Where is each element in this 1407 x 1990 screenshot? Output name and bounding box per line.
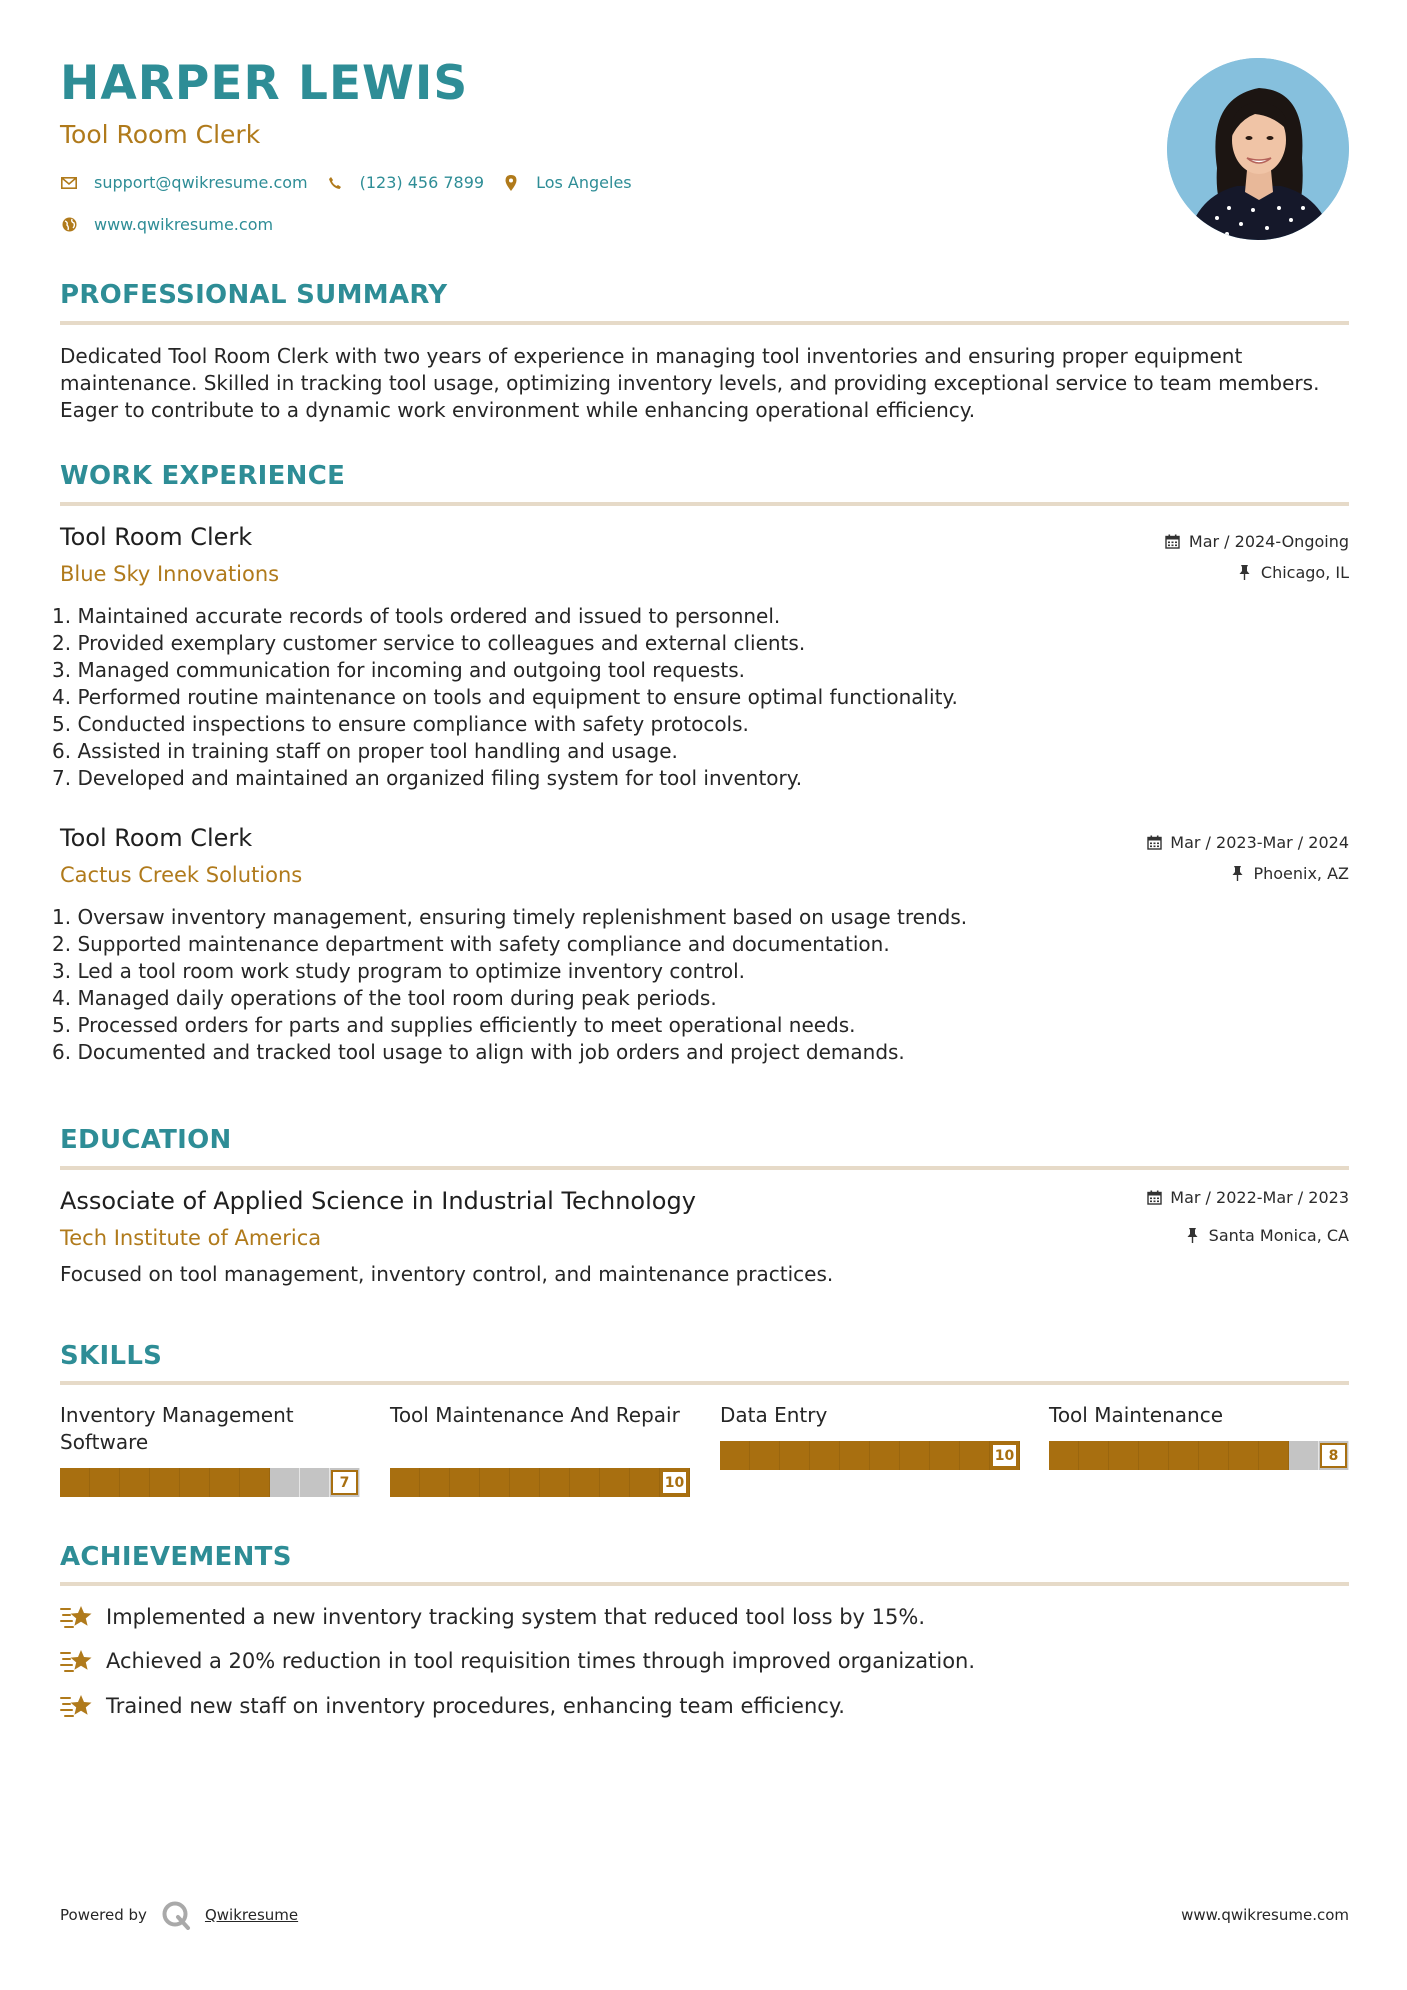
skill-segment — [600, 1468, 630, 1497]
skill-name: Inventory Management Software — [60, 1403, 294, 1454]
list-item: 7. Developed and maintained an organized filing system for tool inventory. — [52, 766, 803, 790]
skill-segment — [270, 1468, 300, 1497]
achievement-text: Implemented a new inventory tracking system that reduced tool loss by 15%. — [106, 1605, 925, 1629]
skill-segment — [750, 1441, 780, 1470]
company-name: Cactus Creek Solutions — [60, 863, 303, 887]
achievement-item — [60, 1647, 975, 1675]
skill-segment — [1079, 1441, 1109, 1470]
skill-segment — [1289, 1441, 1319, 1470]
phone-icon — [326, 174, 344, 192]
skill-segment — [300, 1468, 330, 1497]
list-item: 5. Processed orders for parts and supplies efficiently to meet operational needs. — [52, 1013, 856, 1037]
job-location-text: Chicago, IL — [1260, 563, 1349, 582]
powered-by-label: Powered by — [60, 1906, 147, 1924]
achievement-item — [60, 1692, 845, 1720]
skill-segment — [840, 1441, 870, 1470]
skill-item — [720, 1402, 1020, 1464]
job-bullet-list — [52, 603, 1332, 792]
skill-segment — [120, 1468, 150, 1497]
skill-segment — [240, 1468, 270, 1497]
website-link[interactable]: www.qwikresume.com — [94, 215, 274, 234]
map-pin-icon — [502, 174, 520, 192]
skill-segment — [930, 1441, 960, 1470]
job-location — [1237, 563, 1349, 582]
list-item: 3. Managed communication for incoming and outgoing tool requests. — [52, 658, 746, 682]
education-location — [1185, 1226, 1349, 1245]
envelope-icon — [60, 174, 78, 192]
school-name: Tech Institute of America — [60, 1226, 322, 1250]
education-heading: EDUCATION — [60, 1125, 232, 1155]
achievements-heading: ACHIEVEMENTS — [60, 1542, 292, 1572]
achievement-item — [60, 1603, 925, 1631]
footer-website-link[interactable]: www.qwikresume.com — [1181, 1906, 1349, 1924]
job-location-text: Phoenix, AZ — [1253, 864, 1349, 883]
education-description: Focused on tool management, inventory control, and maintenance practices. — [60, 1262, 834, 1286]
skill-segment — [810, 1441, 840, 1470]
list-item: 6. Documented and tracked tool usage to align with job orders and project demands. — [52, 1040, 905, 1064]
pushpin-icon — [1229, 866, 1245, 882]
phone-number[interactable]: (123) 456 7899 — [359, 173, 485, 192]
education-dates — [1146, 1188, 1349, 1207]
education-location-text: Santa Monica, CA — [1208, 1226, 1349, 1245]
skill-level-bar — [390, 1468, 690, 1497]
skill-segment — [180, 1468, 210, 1497]
skill-segment — [210, 1468, 240, 1497]
calendar-icon — [1146, 1190, 1162, 1206]
achievements-divider — [60, 1582, 1349, 1586]
email-link[interactable]: support@qwikresume.com — [94, 173, 308, 192]
skill-segment — [960, 1441, 990, 1470]
skill-segment — [540, 1468, 570, 1497]
skill-level-badge: 7 — [331, 1470, 358, 1495]
list-item: 4. Performed routine maintenance on tools and equipment to ensure optimal functionality. — [52, 685, 958, 709]
skill-segment — [450, 1468, 480, 1497]
list-item: 6. Assisted in training staff on proper tool handling and usage. — [52, 739, 678, 763]
skill-name: Tool Maintenance — [1049, 1403, 1224, 1427]
skill-segment — [570, 1468, 600, 1497]
skill-segment — [1199, 1441, 1229, 1470]
list-item: 2. Supported maintenance department with safety compliance and documentation. — [52, 932, 890, 956]
education-divider — [60, 1166, 1349, 1170]
skill-segment — [780, 1441, 810, 1470]
pushpin-icon — [1185, 1228, 1201, 1244]
skill-segment — [90, 1468, 120, 1497]
job-title: Tool Room Clerk — [60, 523, 253, 551]
skill-item — [1049, 1402, 1349, 1464]
skill-segment — [870, 1441, 900, 1470]
summary-heading: PROFESSIONAL SUMMARY — [60, 280, 448, 310]
footer-powered-by — [60, 1900, 298, 1930]
calendar-icon — [1146, 835, 1162, 851]
summary-text: Dedicated Tool Room Clerk with two years of experience in managing tool inventories and ensuring proper equipment maintenance. Skilled in tracking tool usage, optimizing inventory levels, and providing exceptional service to team members. Eager to contribute to a dynamic work environment while enhancing operational efficiency. — [60, 344, 1320, 422]
skill-segment — [420, 1468, 450, 1497]
profile-photo — [1167, 58, 1349, 240]
location-text: Los Angeles — [536, 173, 632, 192]
list-item: 4. Managed daily operations of the tool room during peak periods. — [52, 986, 717, 1010]
skill-segment — [1139, 1441, 1169, 1470]
skill-segment — [390, 1468, 420, 1497]
job-dates — [1146, 833, 1349, 852]
qwikresume-logo-icon — [161, 1900, 191, 1930]
job-dates-text: Mar / 2024-Ongoing — [1188, 532, 1349, 551]
achievement-text: Achieved a 20% reduction in tool requisition times through improved organization. — [106, 1649, 976, 1673]
skill-segment — [1109, 1441, 1139, 1470]
skill-segment — [720, 1441, 750, 1470]
contact-row-primary — [60, 173, 650, 192]
globe-icon — [60, 216, 78, 234]
list-item: 5. Conducted inspections to ensure compliance with safety protocols. — [52, 712, 749, 736]
skill-segment — [1229, 1441, 1259, 1470]
list-item: 2. Provided exemplary customer service to colleagues and external clients. — [52, 631, 806, 655]
skill-level-bar — [60, 1468, 360, 1497]
job-bullet-list — [52, 904, 1332, 1066]
skill-item — [60, 1402, 360, 1491]
skill-segment — [900, 1441, 930, 1470]
skill-level-badge: 10 — [661, 1470, 688, 1495]
skill-segment — [60, 1468, 90, 1497]
summary-divider — [60, 321, 1349, 325]
skill-name: Data Entry — [720, 1403, 828, 1427]
skill-level-badge: 8 — [1320, 1443, 1347, 1468]
skill-item — [390, 1402, 690, 1491]
skill-segment — [1049, 1441, 1079, 1470]
skill-segment — [630, 1468, 660, 1497]
skills-divider — [60, 1381, 1349, 1385]
skill-level-bar — [1049, 1441, 1349, 1470]
shooting-star-icon — [60, 1603, 94, 1631]
degree-title: Associate of Applied Science in Industrial Technology — [60, 1187, 696, 1215]
education-dates-text: Mar / 2022-Mar / 2023 — [1170, 1188, 1349, 1207]
experience-heading: WORK EXPERIENCE — [60, 461, 346, 491]
pushpin-icon — [1237, 565, 1253, 581]
skill-segment — [510, 1468, 540, 1497]
brand-link[interactable]: Qwikresume — [204, 1906, 299, 1924]
achievement-text: Trained new staff on inventory procedures, enhancing team efficiency. — [106, 1694, 845, 1718]
experience-divider — [60, 502, 1349, 506]
company-name: Blue Sky Innovations — [60, 562, 280, 586]
job-dates — [1165, 532, 1349, 551]
job-dates-text: Mar / 2023-Mar / 2024 — [1170, 833, 1349, 852]
shooting-star-icon — [60, 1692, 94, 1720]
skill-level-bar — [720, 1441, 1020, 1470]
candidate-role: Tool Room Clerk — [60, 120, 261, 149]
skill-segment — [1259, 1441, 1289, 1470]
skills-heading: SKILLS — [60, 1341, 163, 1371]
list-item: 3. Led a tool room work study program to optimize inventory control. — [52, 959, 746, 983]
skill-level-badge: 10 — [991, 1443, 1018, 1468]
contact-row-secondary — [60, 215, 291, 234]
job-title: Tool Room Clerk — [60, 824, 253, 852]
list-item: 1. Oversaw inventory management, ensuring timely replenishment based on usage trends. — [52, 905, 968, 929]
list-item: 1. Maintained accurate records of tools ordered and issued to personnel. — [52, 604, 781, 628]
shooting-star-icon — [60, 1647, 94, 1675]
calendar-icon — [1165, 534, 1181, 550]
skill-name: Tool Maintenance And Repair — [390, 1403, 680, 1427]
candidate-name: HARPER LEWIS — [60, 56, 469, 111]
skill-segment — [480, 1468, 510, 1497]
skill-segment — [1169, 1441, 1199, 1470]
job-location — [1229, 864, 1349, 883]
skill-segment — [150, 1468, 180, 1497]
